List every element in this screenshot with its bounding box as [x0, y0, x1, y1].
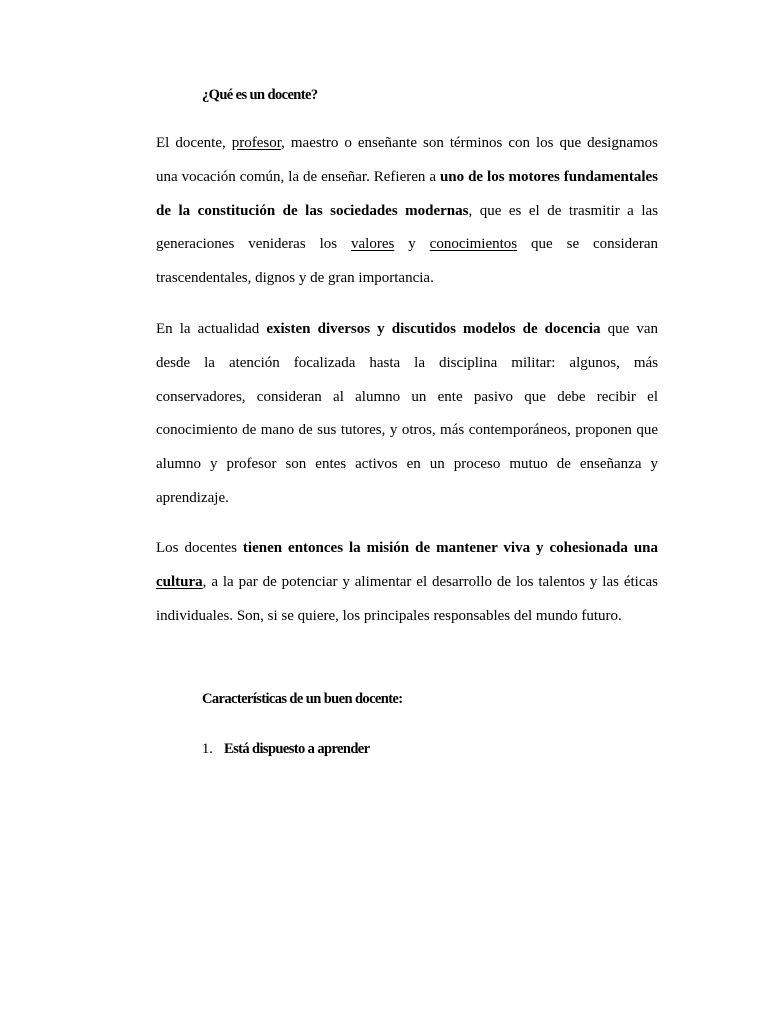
paragraph-text: que se consideran trascendentales, dignos y de gran importancia.	[156, 236, 658, 287]
list-item	[202, 740, 369, 758]
paragraph-text: y	[394, 236, 430, 253]
bold-phrase: uno de los motores fundamentales de la constitución de las sociedades modernas	[156, 168, 658, 219]
paragraph-mission	[156, 532, 658, 633]
list-item-text: Está dispuesto a aprender	[224, 741, 370, 757]
link-cultura[interactable]: cultura	[156, 573, 203, 590]
paragraph-text: , a la par de potenciar y alimentar el desarrollo de los talentos y las éticas individuales. Son, si se quiere, los principales responsables del mundo futuro.	[156, 573, 658, 624]
paragraph-text: , que es el de trasmitir a las generaciones venideras los	[156, 202, 659, 253]
bold-phrase: tienen entonces la misión de mantener viva y cohesionada una	[242, 540, 659, 556]
section-title: Características de un buen docente:	[202, 691, 403, 707]
list-item-number: 1.	[202, 741, 213, 757]
bold-phrase: existen diversos y discutidos modelos de docencia	[266, 321, 601, 337]
paragraph-text: En la actualidad	[156, 321, 267, 337]
paragraph-text: que van desde la atención focalizada hasta la disciplina militar: algunos, más conservadores, consideran al alumno un ente pasivo que debe recibir el conocimiento de mano de sus tutores, y otros, más contemporáneos, proponen que alumno y profesor son entes activos en un proceso mutuo de enseñanza y aprendizaje.	[156, 321, 658, 506]
paragraph-text: , maestro o enseñante son términos con los que designamos una vocación común, la de enseñar. Refieren a	[156, 135, 658, 185]
link-profesor[interactable]: profesor	[231, 135, 282, 151]
page-title: ¿Qué es un docente?	[202, 87, 318, 103]
link-conocimientos[interactable]: conocimientos	[429, 236, 518, 253]
paragraph-text: Los docentes	[156, 540, 243, 556]
paragraph-models	[156, 313, 658, 516]
paragraph-intro	[156, 127, 658, 296]
link-valores[interactable]: valores	[351, 236, 395, 253]
paragraph-text: El docente,	[156, 135, 232, 151]
